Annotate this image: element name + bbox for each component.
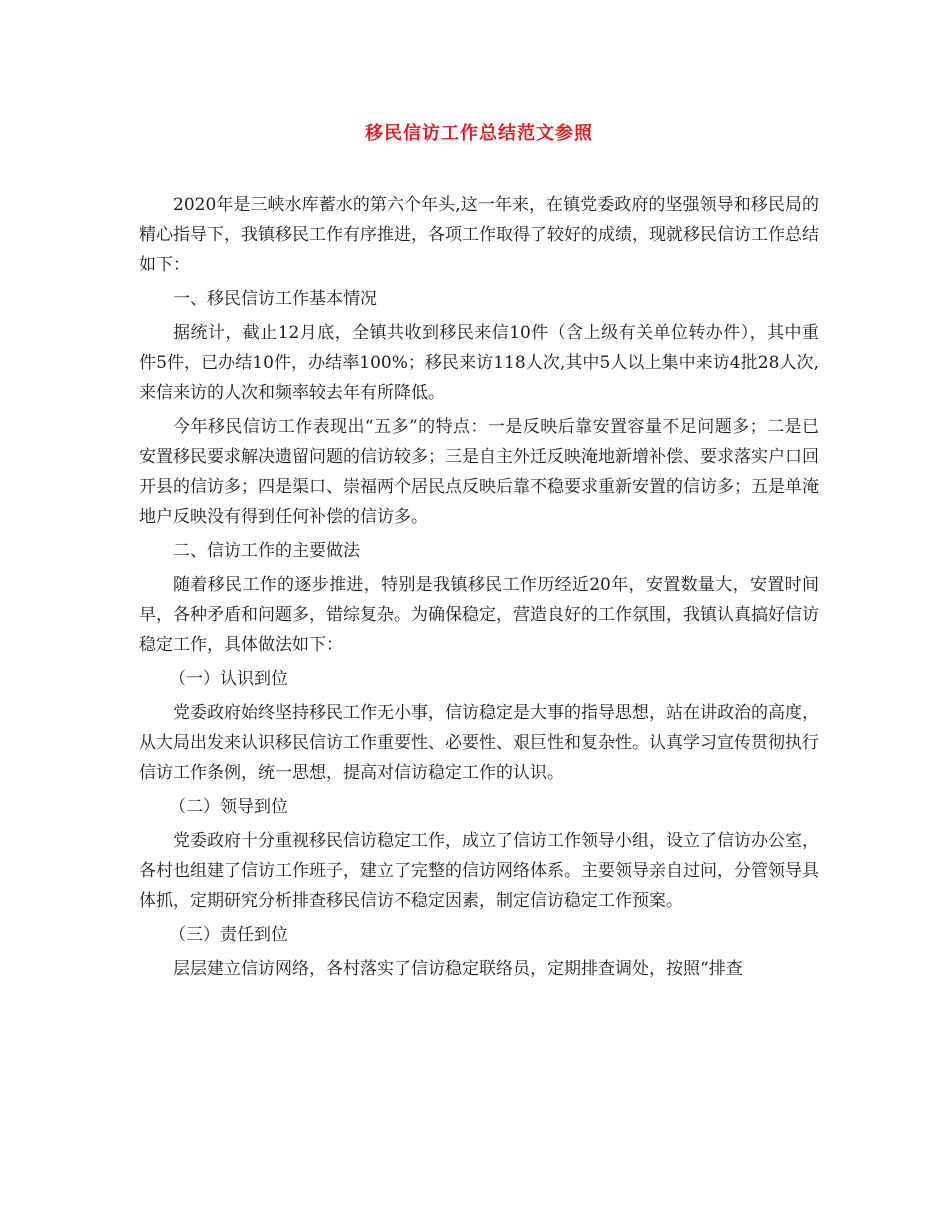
leadership-paragraph: 党委政府十分重视移民信访稳定工作，成立了信访工作领导小组，设立了信访办公室，各村也组建了信访工作班子，建立了完整的信访网络体系。主要领导亲自过问，分管领导具体抓，定期研究分析排查移民信访不稳定因素，制定信访稳定工作预案。 xyxy=(139,831,819,911)
document-page xyxy=(139,118,819,988)
section-heading-1: 一、移民信访工作基本情况 xyxy=(173,289,377,309)
subheading-awareness: （一）认识到位 xyxy=(169,669,288,689)
characteristics-paragraph: 今年移民信访工作表现出“五多”的特点：一是反映后靠安置容量不足问题多；二是已安置移民要求解决遗留问题的信访较多；三是自主外迁反映淹地新增补偿、要求落实户口回开县的信访多；四是渠口、崇福两个居民点反映后靠不稳要求重新安置的信访多；五是单淹地户反映没有得到任何补偿的信访多。 xyxy=(139,417,819,527)
awareness-paragraph: 党委政府始终坚持移民工作无小事，信访稳定是大事的指导思想，站在讲政治的高度，从大局出发来认识移民信访工作重要性、必要性、艰巨性和复杂性。认真学习宣传贯彻执行信访工作条例，统一思想，提高对信访稳定工作的认识。 xyxy=(139,703,819,783)
subheading-responsibility: （三）责任到位 xyxy=(169,925,288,945)
responsibility-paragraph: 层层建立信访网络，各村落实了信访稳定联络员，定期排查调处，按照“排查 xyxy=(173,959,743,979)
section-heading-2: 二、信访工作的主要做法 xyxy=(173,541,360,561)
document-title: 移民信访工作总结范文参照 xyxy=(365,123,593,144)
subheading-leadership: （二）领导到位 xyxy=(169,797,288,817)
statistics-paragraph: 据统计，截止12月底，全镇共收到移民来信10件（含上级有关单位转办件），其中重件5件，已办结10件，办结率100%；移民来访118人次,其中5人以上集中来访4批28人次,来信来访的人次和频率较去年有所降低。 xyxy=(139,323,819,403)
methods-intro-paragraph: 随着移民工作的逐步推进，特别是我镇移民工作历经近20年，安置数量大，安置时间早，各种矛盾和问题多，错综复杂。为确保稳定，营造良好的工作氛围，我镇认真搞好信访稳定工作，具体做法如下： xyxy=(139,575,819,655)
intro-paragraph: 2020年是三峡水库蓄水的第六个年头,这一年来，在镇党委政府的坚强领导和移民局的精心指导下，我镇移民工作有序推进，各项工作取得了较好的成绩，现就移民信访工作总结如下： xyxy=(139,195,819,275)
